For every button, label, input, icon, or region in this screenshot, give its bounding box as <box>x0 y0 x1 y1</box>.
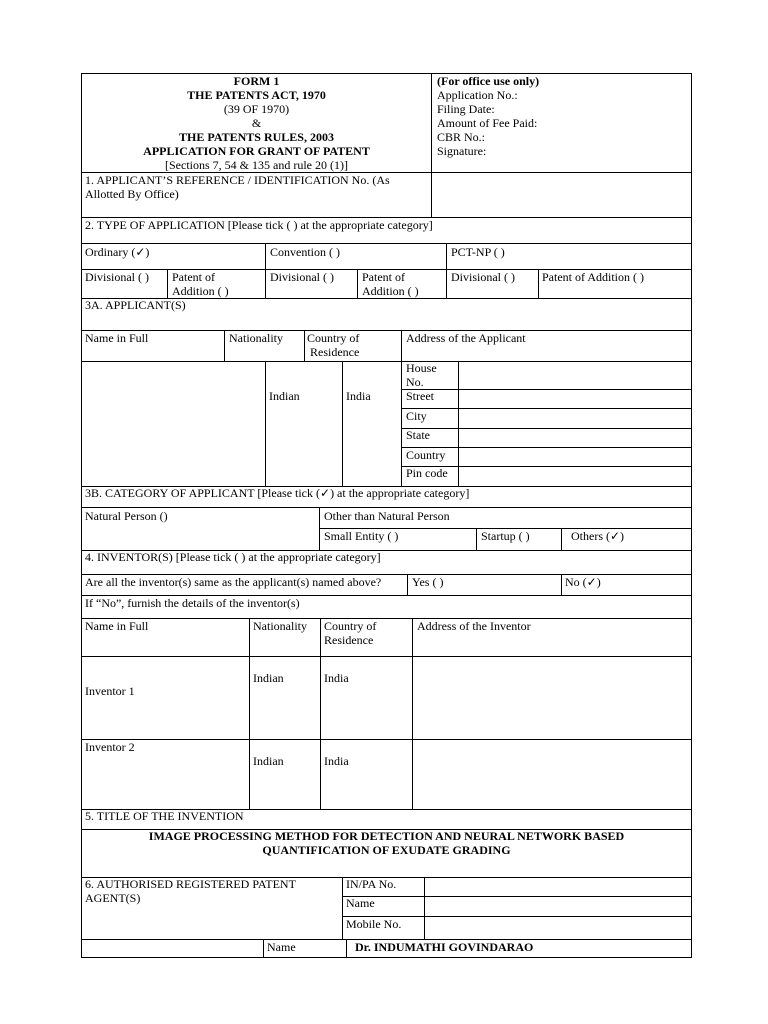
inventor-col-nationality: Nationality <box>253 619 307 633</box>
address-pin-code-label: Pin code <box>406 466 448 480</box>
act-title: THE PATENTS ACT, 1970 <box>187 88 326 102</box>
inventor-col-country: Country of Residence <box>324 619 377 647</box>
col-s6-a <box>342 877 343 940</box>
applicants-label: 3A. APPLICANT(S) <box>85 298 186 312</box>
applicant-name-field[interactable] <box>82 361 265 486</box>
col-s3a-e <box>342 361 343 486</box>
agent-inpa-label: IN/PA No. <box>346 877 397 891</box>
contact-name-value: Dr. INDUMATHI GOVINDARAO <box>355 940 534 954</box>
address-house-no-field[interactable] <box>459 361 691 389</box>
option-convention[interactable]: Convention ( ) <box>270 245 340 259</box>
applicant-reference-label: 1. APPLICANT’S REFERENCE / IDENTIFICATION No. (As Allotted By Office) <box>85 173 390 201</box>
applicant-col-nationality: Nationality <box>229 331 283 345</box>
inventor-2-country: India <box>324 754 349 768</box>
col-s3a-b <box>304 330 305 361</box>
ampersand: & <box>251 116 262 130</box>
inventor-1-country: India <box>324 671 349 685</box>
rule-s3b-row <box>82 507 691 508</box>
address-city-field[interactable] <box>459 409 691 428</box>
option-others[interactable]: Others (✓) <box>571 529 625 543</box>
type-of-application-label: 2. TYPE OF APPLICATION [Please tick ( ) at the appropriate category] <box>85 218 433 232</box>
option-startup[interactable]: Startup ( ) <box>481 529 530 543</box>
applicant-country: India <box>346 389 371 403</box>
option-small-entity[interactable]: Small Entity ( ) <box>324 529 399 543</box>
inventor-1-name: Inventor 1 <box>85 684 135 698</box>
inventor-col-name: Name in Full <box>85 619 149 633</box>
col-last-a <box>263 939 264 957</box>
agent-mobile-field[interactable] <box>425 917 691 939</box>
inventor-col-address: Address of the Inventor <box>417 619 531 633</box>
col-s3b-b <box>476 528 477 550</box>
inventors-label: 4. INVENTOR(S) [Please tick ( ) at the appropriate category] <box>85 550 381 564</box>
address-country-label: Country <box>406 448 446 462</box>
col-s2-d <box>357 269 358 298</box>
agent-mobile-label: Mobile No. <box>346 917 402 931</box>
other-than-natural-person-label: Other than Natural Person <box>324 509 450 523</box>
address-house-no-label: House No. <box>406 361 437 389</box>
option-pct-np[interactable]: PCT-NP ( ) <box>451 245 505 259</box>
option-ordinary-divisional[interactable]: Divisional ( ) <box>85 270 149 284</box>
inventor-2-nationality: Indian <box>253 754 284 768</box>
address-city-label: City <box>406 409 427 423</box>
col-s4-a <box>407 574 408 595</box>
col-s3a-a <box>224 330 225 361</box>
patent-agent-label: 6. AUTHORISED REGISTERED PATENT AGENT(S) <box>85 877 296 905</box>
option-inventors-no[interactable]: No (✓) <box>565 575 601 589</box>
invention-title: IMAGE PROCESSING METHOD FOR DETECTION AND NEURAL NETWORK BASED QUANTIFICATION OF EXUDATE GRADING <box>148 829 625 857</box>
title-of-invention-label: 5. TITLE OF THE INVENTION <box>85 809 244 823</box>
option-natural-person[interactable]: Natural Person () <box>85 509 168 523</box>
inventor-2-address-field[interactable] <box>413 740 691 809</box>
option-pct-patent-of-addition[interactable]: Patent of Addition ( ) <box>542 270 644 284</box>
address-state-field[interactable] <box>459 429 691 447</box>
applicant-col-country: Country of Residence <box>307 331 360 359</box>
option-ordinary[interactable]: Ordinary (✓) <box>85 245 150 259</box>
option-ordinary-patent-of-addition[interactable]: Patent of Addition ( ) <box>172 270 229 298</box>
inventors-same-question: Are all the inventor(s) same as the applicant(s) named above? <box>85 575 382 589</box>
col-s4-d <box>320 618 321 809</box>
office-cbr-no: CBR No.: <box>437 130 486 144</box>
address-street-label: Street <box>406 389 434 403</box>
rule-s3a-header <box>82 330 691 331</box>
col-s4-c <box>249 618 250 809</box>
option-inventors-yes[interactable]: Yes ( ) <box>412 575 444 589</box>
contact-name-label: Name <box>267 940 296 954</box>
col-s2-a <box>265 243 266 298</box>
applicant-reference-field[interactable] <box>432 173 691 217</box>
address-street-field[interactable] <box>459 390 691 408</box>
col-s3a-d <box>265 361 266 486</box>
option-convention-patent-of-addition[interactable]: Patent of Addition ( ) <box>362 270 419 298</box>
rule-s4-header <box>82 618 691 619</box>
office-fee-paid: Amount of Fee Paid: <box>437 116 538 130</box>
agent-name-label: Name <box>346 896 375 910</box>
patent-application-form <box>81 73 692 958</box>
rules-title: THE PATENTS RULES, 2003 <box>179 130 334 144</box>
col-last-b <box>346 939 347 957</box>
office-use-title: (For office use only) <box>437 74 540 88</box>
category-of-applicant-label: 3B. CATEGORY OF APPLICANT [Please tick (✓) at the appropriate category] <box>85 486 470 500</box>
col-s2-b <box>446 243 447 298</box>
applicant-col-address: Address of the Applicant <box>406 331 526 345</box>
option-pct-divisional[interactable]: Divisional ( ) <box>451 270 515 284</box>
office-filing-date: Filing Date: <box>437 102 495 116</box>
inventor-2-name: Inventor 2 <box>85 740 135 754</box>
col-s3b-c <box>561 528 562 550</box>
office-signature: Signature: <box>437 144 487 158</box>
applicant-nationality: Indian <box>269 389 300 403</box>
if-no-instruction: If “No”, furnish the details of the inventor(s) <box>85 596 300 610</box>
application-title: APPLICATION FOR GRANT OF PATENT <box>143 144 370 158</box>
address-country-field[interactable] <box>459 448 691 466</box>
agent-name-field[interactable] <box>425 897 691 916</box>
rule-s2-row1 <box>82 243 691 244</box>
option-convention-divisional[interactable]: Divisional ( ) <box>270 270 334 284</box>
address-pin-code-field[interactable] <box>459 467 691 486</box>
inventor-1-nationality: Indian <box>253 671 284 685</box>
act-number: (39 OF 1970) <box>223 102 290 116</box>
agent-inpa-field[interactable] <box>425 877 691 896</box>
col-s2-e <box>538 269 539 298</box>
col-s2-c <box>167 269 168 298</box>
sections-reference: [Sections 7, 54 & 135 and rule 20 (1)] <box>165 158 348 172</box>
form-number: FORM 1 <box>233 74 280 88</box>
col-s4-b <box>561 574 562 595</box>
applicant-col-name: Name in Full <box>85 331 149 345</box>
office-application-no: Application No.: <box>437 88 518 102</box>
address-state-label: State <box>406 428 430 442</box>
inventor-1-address-field[interactable] <box>413 657 691 739</box>
